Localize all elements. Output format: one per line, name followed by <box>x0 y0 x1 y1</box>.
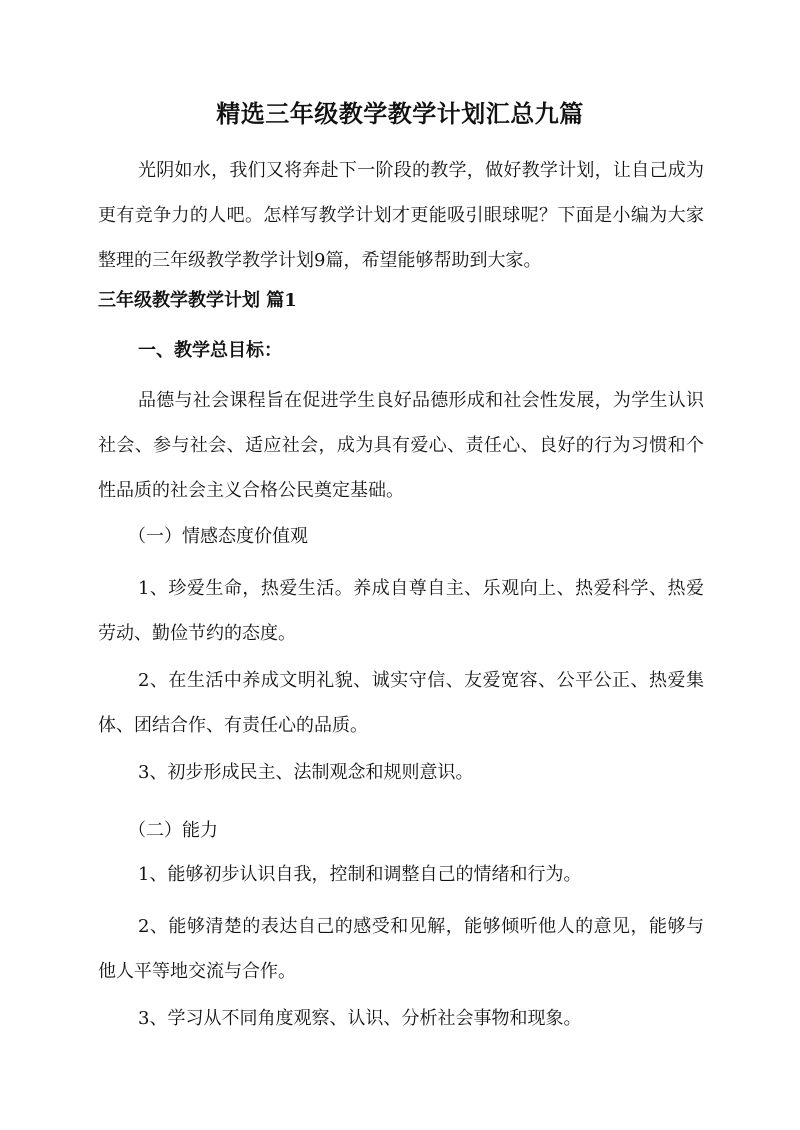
goal-heading: 一、教学总目标： <box>138 340 282 361</box>
emotion-item-3: 3、初步形成民主、法制观念和规则意识。 <box>138 762 474 783</box>
intro-paragraph: 光阴如水，我们又将奔赴下一阶段的教学，做好教学计划，让自己成为更有竞争力的人吧。怎样写教学计划才更能吸引眼球呢？下面是小编为大家整理的三年级教学教学计划9篇，希望能够帮助到大家。 <box>98 160 704 271</box>
emotion-item-1: 1、珍爱生命，热爱生活。养成自尊自主、乐观向上、热爱科学、热爱劳动、勤俭节约的态度。 <box>98 578 704 644</box>
section-heading: 三年级教学教学计划 篇1 <box>98 290 297 311</box>
document-title: 精选三年级教学教学计划汇总九篇 <box>216 99 584 128</box>
ability-item-2: 2、能够清楚的表达自己的感受和见解，能够倾听他人的意见，能够与他人平等地交流与合作。 <box>98 916 704 982</box>
ability-item-1: 1、能够初步认识自我，控制和调整自己的情绪和行为。 <box>138 864 582 885</box>
ability-label: （二）能力 <box>128 820 218 841</box>
emotion-label: （一）情感态度价值观 <box>128 526 308 547</box>
goal-paragraph: 品德与社会课程旨在促进学生良好品德形成和社会性发展，为学生认识社会、参与社会、适应社会，成为具有爱心、责任心、良好的行为习惯和个性品质的社会主义合格公民奠定基础。 <box>98 390 704 501</box>
ability-item-3: 3、学习从不同角度观察、认识、分析社会事物和现象。 <box>138 1008 582 1029</box>
emotion-item-2: 2、在生活中养成文明礼貌、诚实守信、友爱宽容、公平公正、热爱集体、团结合作、有责任心的品质。 <box>98 670 704 736</box>
